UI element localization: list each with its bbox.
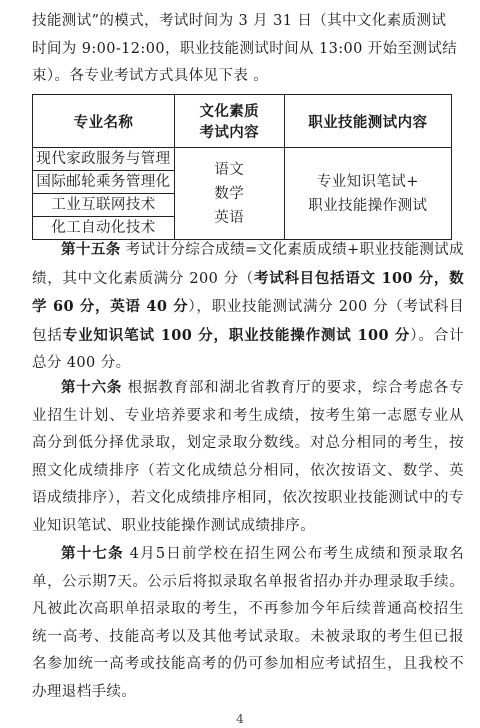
subject-chinese: 语文: [214, 161, 245, 178]
skill-line-1: 专业知识笔试+: [316, 173, 419, 190]
article-16-text: 根据教育部和湖北省教育厅的要求，综合考虑各专业招生计划、专业培养要求和考生成绩，按考生第一志愿专业从高分到低分择优录取，划定录取分数线。对总分相同的考生，按照文化成绩排序（若文化成绩总分相同，依次按语文、数学、英语成绩排序），若文化成绩排序相同，依次按职业技能测试中的专业知识笔试、职业技能操作测试成绩排序。: [32, 380, 464, 534]
article-15-text-2: ），职业技能测试满分 200 分（考试科目包括: [32, 299, 464, 344]
article-15-title: 第十五条: [61, 241, 121, 258]
major-cell: 国际邮轮乘务管理化: [33, 171, 175, 194]
article-15: [32, 236, 464, 378]
major-cell: 工业互联网技术: [33, 194, 175, 217]
article-15-text-3: ）。合计总分 400 分。: [32, 327, 464, 371]
subject-english: 英语: [214, 209, 245, 226]
article-17: [32, 540, 464, 706]
skill-line-2: 职业技能操作测试: [308, 197, 428, 214]
article-15-bold-2: 专业知识笔试 100 分，职业技能操作测试 100 分: [62, 326, 411, 344]
article-15-bold-1: 考试科目包括语文 100 分，数学 60 分，英语 40 分: [32, 269, 465, 315]
article-17-title: 第十七条: [61, 545, 124, 562]
intro-line-1: 技能测试”的模式，考试时间为 3 月 31 日（其中文化素质测试: [32, 13, 447, 29]
table-row: [33, 148, 452, 171]
article-17-text: 4月5日前学校在招生网公布考生成绩和预录取名单，公示期7天。公示后将拟录取名单报省招办并办理录取手续。凡被此次高职单招录取的考生，不再参加今年后续普通高校招生统一高考、技能高考以及其他考试录取。未被录取的考生但已报名参加统一高考或技能高考的仍可参加相应考试招生，且我校不办理退档手续。: [32, 546, 464, 700]
subject-math: 数学: [214, 185, 245, 202]
header-major-name: 专业名称: [33, 95, 175, 148]
exam-content-table: [32, 94, 452, 240]
intro-line-3: 束）。各专业考试方式具体见下表 。: [32, 68, 269, 84]
header-skill-content: 职业技能测试内容: [284, 95, 451, 148]
intro-line-2: 时间为 9:00-12:00，职业技能测试时间从 13:00 开始至测试结: [32, 40, 458, 57]
skill-content-cell: [284, 148, 451, 240]
header-culture-content: [174, 95, 284, 148]
major-cell: 现代家政服务与管理: [33, 148, 175, 171]
page-number: 4: [236, 712, 244, 726]
article-16: [32, 374, 464, 540]
header-culture-line-1: 文化素质: [199, 103, 260, 120]
major-cell: 化工自动化技术: [33, 217, 175, 240]
intro-paragraph: [32, 8, 464, 91]
article-15-text-1: 考试计分综合成绩=文化素质成绩+职业技能测试成绩，其中文化素质满分 200 分（: [32, 242, 464, 287]
table-header-row: [33, 95, 452, 148]
culture-subjects-cell: [174, 148, 284, 240]
article-16-title: 第十六条: [61, 379, 123, 396]
header-culture-line-2: 考试内容: [199, 124, 260, 141]
